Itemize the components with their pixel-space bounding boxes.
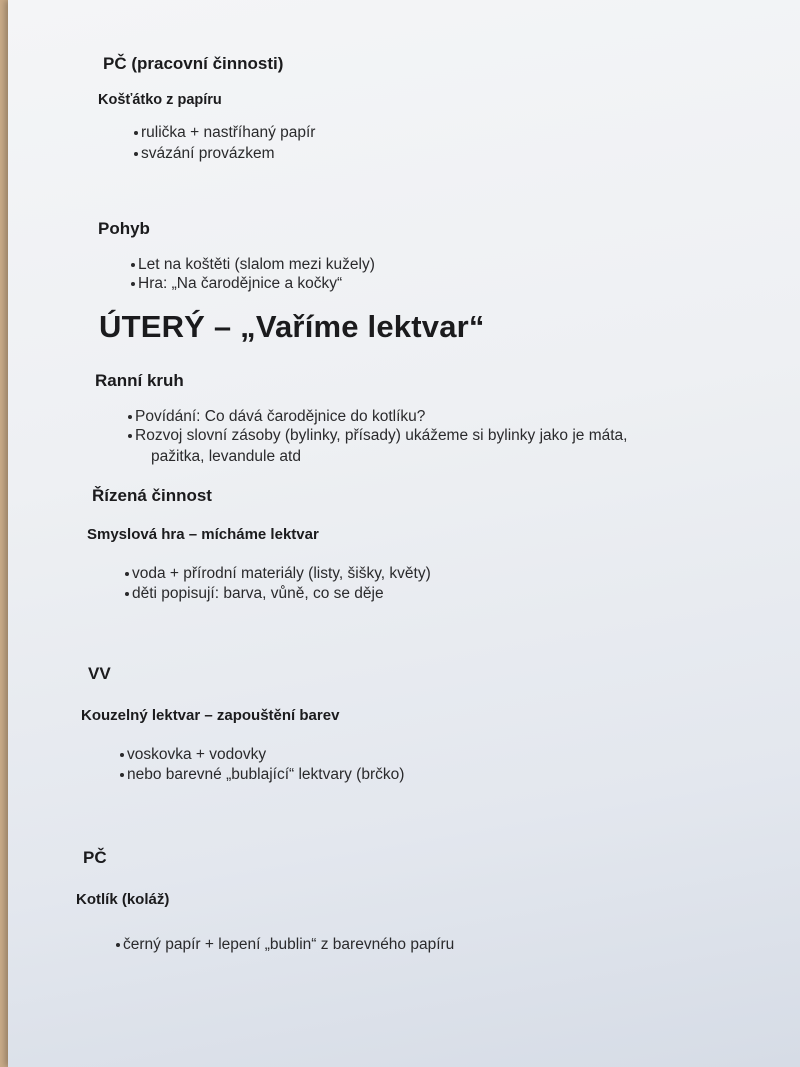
bullet-icon xyxy=(128,434,132,438)
section-heading-ranni-kruh: Ranní kruh xyxy=(95,371,184,390)
bullet-icon xyxy=(120,773,124,777)
list-item: nebo barevné „bublající“ lektvary (brčko) xyxy=(120,766,404,784)
section-heading-vv: VV xyxy=(88,664,111,683)
bullet-icon xyxy=(116,943,120,947)
list-item: rulička + nastříhaný papír xyxy=(134,124,315,142)
bullet-icon xyxy=(125,592,129,596)
list-item: voskovka + vodovky xyxy=(120,746,266,764)
section-heading-pc-2: PČ xyxy=(83,848,107,867)
bullet-icon xyxy=(120,753,124,757)
list-item: svázání provázkem xyxy=(134,145,275,163)
list-item: Povídání: Co dává čarodějnice do kotlíku? xyxy=(128,408,425,426)
list-item: děti popisují: barva, vůně, co se děje xyxy=(125,585,384,603)
day-title: ÚTERÝ – „Vaříme lektvar“ xyxy=(99,309,485,344)
bullet-icon xyxy=(131,282,135,286)
bullet-icon xyxy=(128,415,132,419)
subheading-kouzelny-lektvar: Kouzelný lektvar – zapouštění barev xyxy=(81,707,340,724)
paper-sheet xyxy=(8,0,800,1067)
section-heading-rizena: Řízená činnost xyxy=(92,486,212,505)
bullet-icon xyxy=(131,263,135,267)
list-item-continuation: pažitka, levandule atd xyxy=(151,448,301,465)
bullet-icon xyxy=(125,572,129,576)
list-item: Let na koštěti (slalom mezi kužely) xyxy=(131,256,375,274)
section-heading-pc: PČ (pracovní činnosti) xyxy=(103,54,284,73)
subheading-kostatko: Košťátko z papíru xyxy=(98,92,222,108)
list-item: Hra: „Na čarodějnice a kočky“ xyxy=(131,275,342,293)
list-item: voda + přírodní materiály (listy, šišky, květy) xyxy=(125,565,431,583)
bullet-icon xyxy=(134,131,138,135)
subheading-smyslova-hra: Smyslová hra – mícháme lektvar xyxy=(87,526,319,543)
list-item: černý papír + lepení „bublin“ z barevného papíru xyxy=(116,936,454,954)
list-item: Rozvoj slovní zásoby (bylinky, přísady) ukážeme si bylinky jako je máta, xyxy=(128,427,627,445)
bullet-icon xyxy=(134,152,138,156)
subheading-kotlik: Kotlík (koláž) xyxy=(76,891,170,908)
section-heading-pohyb: Pohyb xyxy=(98,219,150,238)
